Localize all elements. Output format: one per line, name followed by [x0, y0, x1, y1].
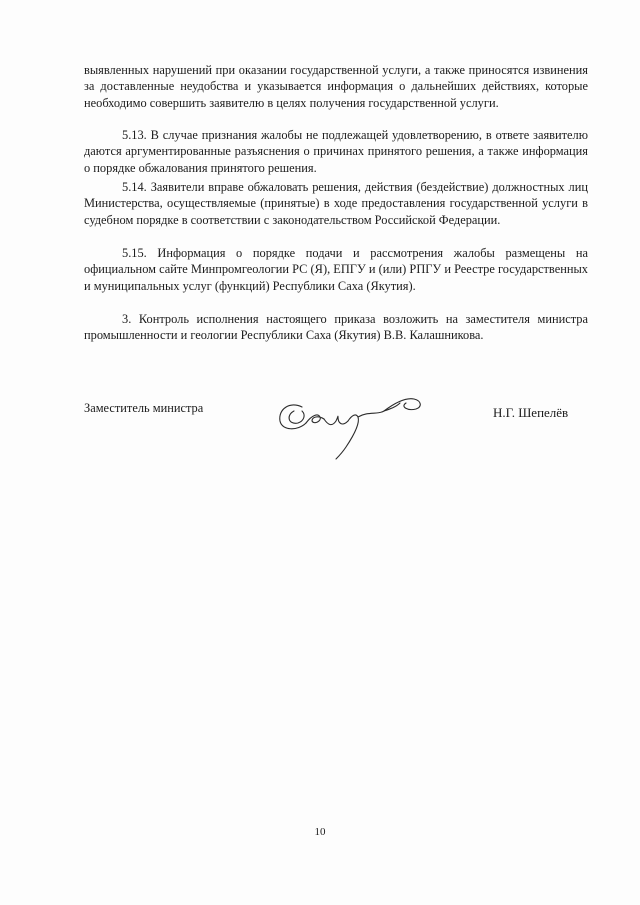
signer-title: Заместитель министра [84, 401, 204, 415]
paragraph-5-13-text: 5.13. В случае признания жалобы не подлежащей удовлетворению, в ответе заявителю даются аргументированные разъяснения о причинах принятого решения, а также информация о порядке обжалования принятого решения. [84, 128, 588, 175]
paragraph-continuation-text: выявленных нарушений при оказании государственной услуги, а также приносятся извинения за доставленные неудобства и указывается информация о дальнейших действиях, которые необходимо совершить заявителю в целях получения государственной услуги. [84, 63, 588, 110]
paragraph-5-15 [84, 245, 588, 294]
paragraph-continuation [84, 62, 588, 111]
paragraph-5-14 [84, 179, 588, 228]
handwritten-signature [272, 385, 442, 461]
paragraph-3-text: 3. Контроль исполнения настоящего приказа возложить на заместителя министра промышленности и геологии Республики Саха (Якутия) В.В. Калашникова. [84, 312, 588, 343]
paragraph-5-15-text: 5.15. Информация о порядке подачи и рассмотрения жалобы размещены на официальном сайте Минпромгеологии РС (Я), ЕПГУ и (или) РПГУ и Реестре государственных и муниципальных услуг (функций) Республики Саха (Якутия). [84, 246, 588, 293]
paragraph-5-14-text: 5.14. Заявители вправе обжаловать решения, действия (бездействие) должностных лиц Министерства, осуществляемые (принятые) в ходе предоставления государственной услуги в судебном порядке в соответствии с законодательством Российской Федерации. [84, 180, 588, 227]
signer-name: Н.Г. Шепелёв [493, 405, 569, 420]
paragraph-5-13 [84, 127, 588, 176]
page-number: 10 [314, 826, 326, 838]
paragraph-3 [84, 311, 588, 344]
